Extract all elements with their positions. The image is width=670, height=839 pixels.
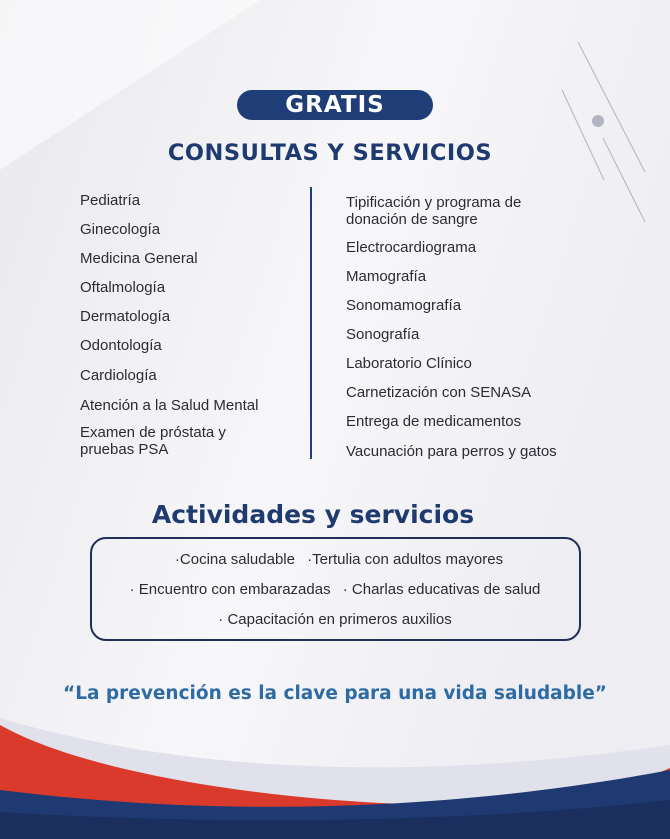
service-item: Vacunación para perros y gatos [346,443,557,460]
activities-row [4,551,670,568]
service-item: Mamografía [346,268,427,285]
activity-item: · Charlas educativas de salud [342,581,541,598]
service-item: Tipificación y programa de donación de sangre [346,194,522,228]
service-item: Oftalmología [80,279,166,296]
service-item: Odontología [80,337,162,354]
service-item: Medicina General [80,250,198,267]
gratis-badge: GRATIS [237,90,433,120]
activity-item: ·Tertulia con adultos mayores [307,551,504,568]
service-item: Ginecología [80,221,161,238]
service-item: Carnetización con SENASA [346,384,532,401]
service-item: Atención a la Salud Mental [80,397,259,414]
service-item: Electrocardiograma [346,239,477,256]
activity-item: · Capacitación en primeros auxilios [218,611,452,628]
service-item: Laboratorio Clínico [346,355,472,372]
page-title: CONSULTAS Y SERVICIOS [167,140,493,166]
column-divider [310,187,312,459]
service-item: Sonografía [346,326,420,343]
activities-title: Actividades y servicios [151,500,475,529]
activity-item: · Encuentro con embarazadas [129,581,331,598]
service-item: Cardiología [80,367,157,384]
activities-row [0,581,670,598]
dot-decoration [592,115,604,127]
service-item: Dermatología [80,308,171,325]
activities-row [0,611,670,628]
prevention-quote: “La prevención es la clave para una vida saludable” [63,683,607,704]
service-item: Examen de próstata y pruebas PSA [80,424,226,458]
service-item: Entrega de medicamentos [346,413,522,430]
service-item: Pediatría [80,192,141,209]
activity-item: ·Cocina saludable [174,551,295,568]
service-item: Sonomamografía [346,297,462,314]
